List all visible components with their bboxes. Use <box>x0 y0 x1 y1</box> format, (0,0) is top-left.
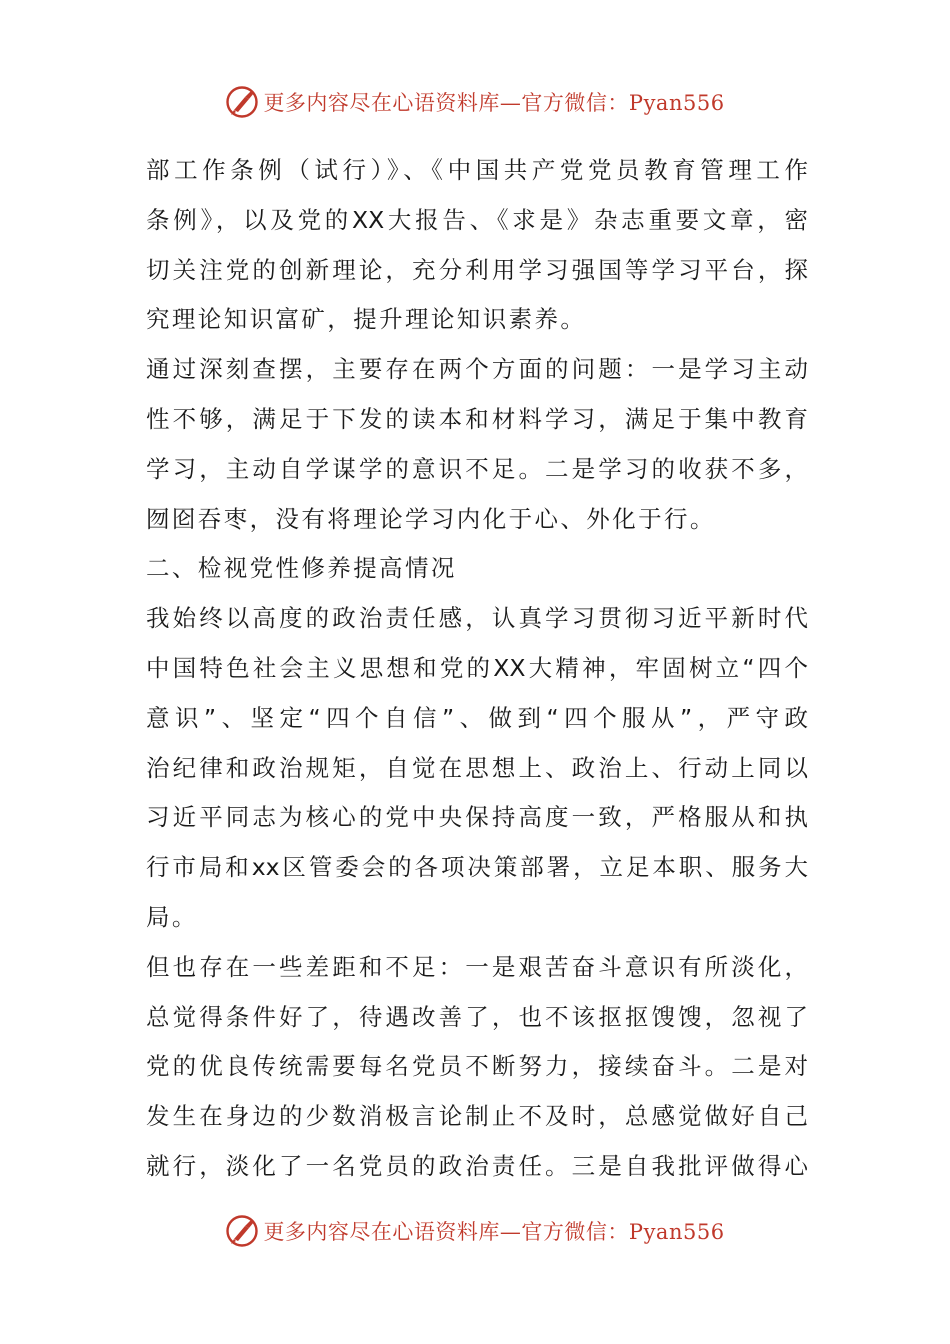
body-line: 通过深刻查摆，主要存在两个方面的问题：一是学习主动 <box>146 355 808 384</box>
body-line: 切关注党的创新理论，充分利用学习强国等学习平台，探 <box>146 255 808 284</box>
body-line: 意识”、坚定“四个自信”、做到“四个服从”，严守政 <box>146 703 808 732</box>
body-line: 性不够，满足于下发的读本和材料学习，满足于集中教育 <box>146 404 808 433</box>
body-line: 发生在身边的少数消极言论制止不及时，总感觉做好自己 <box>146 1102 808 1131</box>
section-heading: 二、检视党性修养提高情况 <box>146 554 457 583</box>
body-line: 囫囵吞枣，没有将理论学习内化于心、外化于行。 <box>146 504 716 533</box>
body-line: 总觉得条件好了，待遇改善了，也不该抠抠馊馊，忽视了 <box>146 1002 808 1031</box>
body-line: 学习，主动自学谋学的意识不足。二是学习的收获不多， <box>146 454 808 483</box>
pen-logo-icon <box>225 1214 259 1248</box>
body-line: 治纪律和政治规矩，自觉在思想上、政治上、行动上同以 <box>146 753 808 782</box>
body-line: 我始终以高度的政治责任感，认真学习贯彻习近平新时代 <box>146 604 808 633</box>
body-line: 就行，淡化了一名党员的政治责任。三是自我批评做得心 <box>146 1151 808 1180</box>
body-line: 部工作条例（试行）》、《中国共产党党员教育管理工作 <box>146 156 808 184</box>
body-line: 党的优良传统需要每名党员不断努力，接续奋斗。二是对 <box>146 1052 808 1081</box>
footer-banner-text: 更多内容尽在心语资料库—官方微信：Pyan556 <box>263 1220 725 1244</box>
document-body <box>146 146 808 1192</box>
body-line: 习近平同志为核心的党中央保持高度一致，严格服从和执 <box>146 803 808 832</box>
body-line: 究理论知识富矿，提升理论知识素养。 <box>146 305 587 334</box>
header-banner-text: 更多内容尽在心语资料库—官方微信：Pyan556 <box>263 91 725 115</box>
body-line: 但也存在一些差距和不足：一是艰苦奋斗意识有所淡化， <box>146 952 808 981</box>
body-line: 中国特色社会主义思想和党的XX大精神，牢固树立“四个 <box>146 653 808 682</box>
body-line: 行市局和xx区管委会的各项决策部署，立足本职、服务大 <box>146 853 808 882</box>
body-line: 条例》，以及党的XX大报告、《求是》杂志重要文章，密 <box>146 205 808 234</box>
footer-banner <box>0 1211 950 1251</box>
header-banner <box>0 82 950 122</box>
body-line: 局。 <box>146 902 198 931</box>
pen-logo-icon <box>225 85 259 119</box>
